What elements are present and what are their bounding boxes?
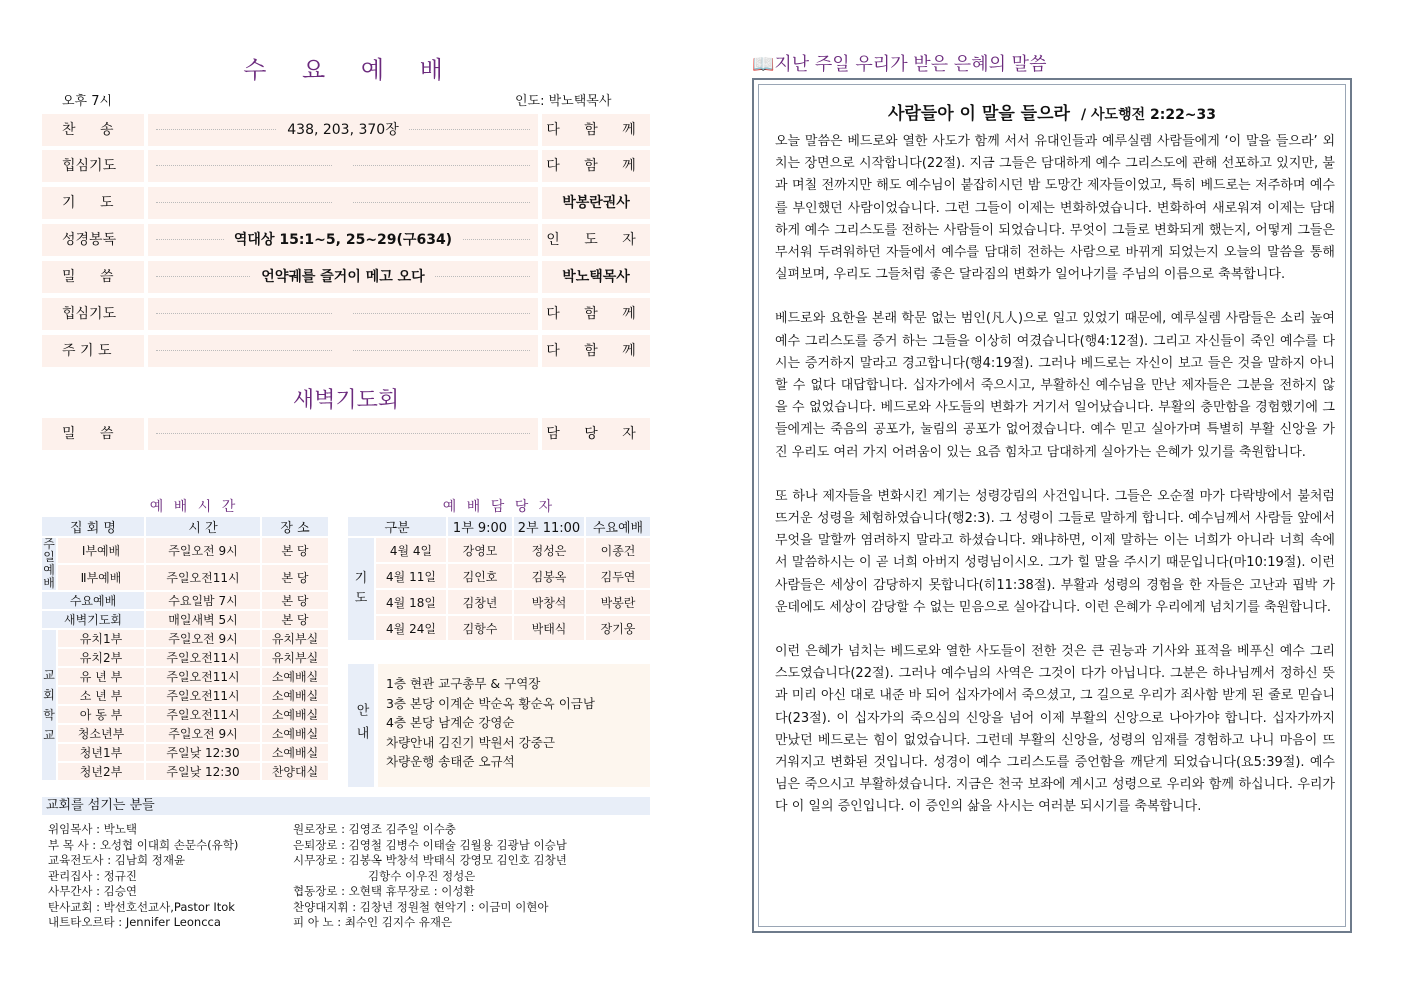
schedule-place: 본 당 (262, 611, 328, 628)
staff-right-list (293, 822, 567, 931)
guide-line: 4층 본당 남계순 강영순 (386, 715, 515, 730)
schedule-name: 아 동 부 (58, 706, 144, 723)
dawn-title: 새벽기도회 (292, 388, 400, 413)
duty-first: 강영모 (448, 538, 512, 562)
order-right: 다 함 께 (542, 335, 650, 367)
guide-line: 차량안내 김진기 박원서 강중근 (386, 734, 555, 750)
order-row (42, 114, 650, 146)
duty-wednesday: 김두연 (586, 564, 650, 588)
duty-row (348, 590, 650, 614)
staff-line: 관리집사 : 정규진 (48, 868, 137, 883)
order-content: 438, 203, 370장 (277, 122, 409, 138)
order-content (333, 306, 353, 322)
order-content (333, 158, 353, 174)
staff-line: 원로장로 : 김영조 김주일 이수충 (293, 822, 456, 836)
schedule-name: 청소년부 (58, 725, 144, 742)
schedule-row (42, 744, 328, 761)
duty-second: 박태식 (514, 616, 584, 640)
duty-header-3: 수요예배 (586, 517, 650, 536)
order-label: 기 도 (42, 187, 144, 219)
duty-header-2: 2부 11:00 (514, 517, 584, 536)
schedule-row (42, 538, 328, 563)
order-right: 박봉란권사 (542, 187, 650, 219)
schedule-row (42, 649, 328, 666)
schedule-time: 주일오전11시 (146, 668, 260, 685)
duty-header-1: 1부 9:00 (448, 517, 512, 536)
duty-second: 정성은 (514, 538, 584, 562)
order-content (333, 195, 353, 211)
duty-second: 박창석 (514, 590, 584, 614)
duty-date: 4월 24일 (376, 616, 446, 640)
schedule-time: 수요일밤 7시 (146, 592, 260, 609)
order-content (333, 343, 353, 359)
sunday-group-label: 주일예배 (43, 537, 55, 590)
schedule-row (42, 592, 328, 609)
schedule-name: 유치1부 (58, 630, 144, 647)
duty-title: 예 배 담 당 자 (442, 499, 556, 515)
order-row (42, 187, 650, 219)
schedule-place: 본 당 (262, 538, 328, 563)
service-leader: 인도: 박노택목사 (515, 94, 612, 109)
dawn-row-right: 담 당 자 (542, 418, 650, 450)
schedule-place: 소예배실 (262, 706, 328, 723)
order-label: 밀 씀 (42, 261, 144, 293)
order-content: 언약궤를 즐거이 메고 오다 (251, 269, 434, 285)
schedule-place: 본 당 (262, 592, 328, 609)
duty-header-0: 구분 (348, 517, 446, 536)
guide-list (378, 664, 650, 787)
schedule-title: 예 배 시 간 (149, 499, 239, 515)
sermon-body (775, 131, 1335, 841)
staff-line: 위임목사 : 박노택 (48, 822, 137, 836)
staff-line: 내트타오르타 : Jennifer Leoncca (48, 915, 221, 929)
schedule-place: 찬양대실 (262, 763, 328, 780)
order-right: 다 함 께 (542, 298, 650, 330)
schedule-time: 매일새벽 5시 (146, 611, 260, 628)
schedule-time: 주일오전 9시 (146, 725, 260, 742)
order-row (42, 150, 650, 182)
dawn-row (42, 418, 650, 450)
sermon-header (752, 50, 1046, 76)
service-time: 오후 7시 (62, 94, 113, 109)
schedule-header-time: 시 간 (146, 517, 260, 536)
schedule-row (42, 565, 328, 590)
schedule-time: 주일낮 12:30 (146, 744, 260, 761)
sermon-paragraph: 오늘 말씀은 베드로와 열한 사도가 함께 서서 유대인들과 예루실렘 사람들에게 ‘이 말을 들으라’ 외치는 장면으로 시작합니다(22절). 지금 그들은 담대하게 예수 그리스도에 관해 선포하고 있지만, 불과 며칠 전까지만 해도 예수님이 붙잡히시던 밤 도망간 제자들이었고, 특히 베드로는 저주하며 예수를 부인했던 사람이었습니다. 그런 그들이 이제는 변화하였습니다. 변화하여 새로워져 이제는 담대하게 예수 그리스도를 전하는 사람들이 되었습니다. 무엇이 그들로 변화되게 했는지, 어떻게 그들은 무서워 두려워하던 자들에서 예수를 담대히 전하는 사람으로 바뀌게 되었는지 오늘의 말씀을 통해 실펴보며, 우리도 그들처럼 좋은 달라짐의 변화가 일어나기를 주님의 이름으로 축복합니다. (775, 134, 1335, 283)
schedule-name: 청년2부 (58, 763, 144, 780)
schedule-place: 본 당 (262, 565, 328, 590)
order-row (42, 224, 650, 256)
duty-first: 김항수 (448, 616, 512, 640)
sermon-paragraph: 이런 은혜가 넘치는 베드로와 열한 사도들이 전한 것은 큰 권능과 기사와 표적을 베푸신 예수 그리스도였습니다(22절). 그러나 예수님의 사역은 그것이 다가 아닙니다. 그분은 하나님께서 정하신 뜻과 미리 아신 대로 내준 바 되어 십자가에서 죽으셨고, 그 길으로 우리가 죄사함 받게 된 줄로 믿습니다(23절). 이 십자가의 죽으심의 신앙을 넘어 이제 부활의 신앙으로 나아가야 합니다. 십자가까지 만났던 베드로는 힘이 없었습니다. 그런데 부활의 신앙을, 성령의 임재를 경험하고 나니 마음이 뜨거워지고 변화된 것입니다. 성경이 예수 그리스도를 증언함을 깨닫게 되었습니다(요5:39절). 예수님은 죽으시고 부활하셨습니다. 지금은 천국 보좌에 계시고 성령으로 우리와 함께 하십니다. 우리가 다 이 일의 증인입니다. 이 증인의 삶을 사시는 여러분 되시기를 축복합니다. (775, 644, 1336, 815)
schedule-time: 주일오전11시 (146, 687, 260, 704)
schedule-name: 유치2부 (58, 649, 144, 666)
duty-wednesday: 이종건 (586, 538, 650, 562)
schedule-name: 새벽기도회 (42, 611, 144, 628)
schedule-place: 소예배실 (262, 744, 328, 761)
duty-date: 4월 11일 (376, 564, 446, 588)
duty-table (346, 515, 652, 642)
schedule-time: 주일오전11시 (146, 565, 260, 590)
schedule-table (40, 515, 330, 782)
schedule-row (42, 668, 328, 685)
order-row (42, 298, 650, 330)
schedule-header-name: 집 회 명 (42, 517, 144, 536)
schedule-name: Ⅰ부예배 (58, 538, 144, 563)
church-school-group-label: 교회학교 (42, 630, 56, 780)
guide-group-label: 안내 (348, 664, 374, 787)
duty-row (348, 538, 650, 562)
schedule-time: 주일오전11시 (146, 649, 260, 666)
schedule-name: 유 년 부 (58, 668, 144, 685)
schedule-name: 소 년 부 (58, 687, 144, 704)
schedule-time: 주일낮 12:30 (146, 763, 260, 780)
staff-line: 은퇴장로 : 김영철 김병수 이태술 김월용 김광남 이승남 (293, 837, 567, 852)
order-right: 박노택목사 (542, 261, 650, 293)
duty-row (348, 616, 650, 640)
schedule-name: Ⅱ부예배 (58, 565, 144, 590)
schedule-place: 유치부실 (262, 630, 328, 647)
staff-line: 피 아 노 : 최수인 김지수 유재은 (293, 915, 453, 929)
schedule-name: 청년1부 (58, 744, 144, 761)
schedule-row (42, 630, 328, 647)
schedule-place: 소예배실 (262, 725, 328, 742)
duty-first: 김창년 (448, 590, 512, 614)
schedule-name: 수요예배 (42, 592, 144, 609)
staff-line: 김항수 이우진 정성은 (368, 868, 476, 883)
schedule-row (42, 763, 328, 780)
staff-line: 부 목 사 : 오성협 이대희 손문수(유학) (48, 837, 239, 852)
order-content: 역대상 15:1~5, 25~29(구634) (224, 232, 462, 248)
schedule-place: 소예배실 (262, 687, 328, 704)
order-label: 주 기 도 (42, 335, 144, 367)
duty-date: 4월 18일 (376, 590, 446, 614)
schedule-row (42, 725, 328, 742)
duty-wednesday: 박봉란 (586, 590, 650, 614)
order-right: 다 함 께 (542, 150, 650, 182)
staff-line: 협동장로 : 오현택 휴무장로 : 이성환 (293, 884, 475, 898)
schedule-row (42, 706, 328, 723)
duty-date: 4월 4일 (376, 538, 446, 562)
staff-line: 사무간사 : 김승연 (48, 884, 137, 898)
staff-line: 교육전도사 : 김남희 정재윤 (48, 853, 186, 867)
schedule-place: 유치부실 (262, 649, 328, 666)
sermon-box (752, 78, 1352, 933)
sermon-header-text: 지난 주일 우리가 받은 은혜의 말씀 (774, 54, 1047, 75)
prayer-group-label: 기도 (348, 538, 374, 640)
sermon-title-line (759, 99, 1345, 124)
duty-wednesday: 장기웅 (586, 616, 650, 640)
order-label: 성경봉독 (42, 224, 144, 256)
dawn-row-label: 밀 씀 (42, 418, 144, 450)
sermon-reference: / 사도행전 2:22~33 (1081, 107, 1217, 123)
staff-line: 탄사교회 : 박선호선교사,Pastor Itok (48, 899, 235, 914)
staff-line: 찬양대지휘 : 김창년 정원철 현악기 : 이금미 이현아 (293, 899, 549, 914)
order-right: 인 도 자 (542, 224, 650, 256)
schedule-row (42, 611, 328, 628)
schedule-time: 주일오전11시 (146, 706, 260, 723)
sermon-title: 사람들아 이 말을 들으라 (887, 104, 1070, 124)
schedule-row (42, 687, 328, 704)
order-right: 다 함 께 (542, 114, 650, 146)
guide-line: 3층 본당 이계순 박순옥 황순옥 이금남 (386, 695, 595, 711)
order-label: 힙심기도 (42, 298, 144, 330)
order-label: 찬 송 (42, 114, 144, 146)
duty-second: 김봉옥 (514, 564, 584, 588)
book-icon: 📖 (752, 54, 775, 75)
duty-first: 김인호 (448, 564, 512, 588)
staff-title: 교회를 섬기는 분들 (42, 797, 650, 815)
guide-line: 차량운행 송태준 오규석 (386, 754, 515, 769)
schedule-time: 주일오전 9시 (146, 630, 260, 647)
schedule-header-place: 장 소 (262, 517, 328, 536)
service-title: 수 요 예 배 (243, 56, 457, 84)
order-label: 힙심기도 (42, 150, 144, 182)
staff-line: 시무장로 : 김봉옥 박창석 박태식 강영모 김인호 김창년 (293, 853, 567, 867)
sermon-paragraph: 또 하나 제자들을 변화시킨 계기는 성령강림의 사건입니다. 그들은 오순절 마가 다락방에서 불처럼 뜨거운 성령을 체험하였습니다(행2:3). 그 성령이 그들로 말하게 합니다. 예수님께서 사람들 앞에서 무엇을 말할까 염려하지 말라고 하셨습니다. 왜냐하면, 이제 말하는 이는 너희가 아니라 너희 속에서 말씀하시는 이 곧 너희 아버지 성령님이시오. 그가 힐 말을 주시기 때문입니다(마10:19절). 이런 사람들은 세상이 감당하지 못합니다(히11:38절). 부활과 성령의 경험을 한 자들은 고난과 핍박 가운데에도 세상이 감당할 수 없는 믿음으로 실아갑니다. 이런 은혜가 우리에게 넘치기를 축원합니다. (775, 488, 1335, 615)
schedule-place: 소예배실 (262, 668, 328, 685)
order-row (42, 335, 650, 367)
sermon-paragraph: 베드로와 요한을 본래 학문 없는 범인(凡人)으로 일고 있었기 때문에, 예루실렘 사람들은 소리 높여 예수 그리스도를 증거 하는 그들을 이상히 여겼습니다(행4:12절). 그리고 자신들이 죽인 예수를 다시는 증거하지 말라고 경고합니다(행4:19절). 그러나 베드로는 자신이 보고 들은 것을 말하지 아니할 수 없다 대답합니다. 십자가에서 죽으시고, 부활하신 예수님을 만난 제자들은 그분을 전하지 않을 수 없었습니다. 베드로와 사도들의 변화가 거기서 일어났습니다. 부활의 충만함을 경험했기에 그들에게는 죽음의 공포가, 눌림의 공포가 없어졌습니다. 예수 믿고 실아가며 특별히 부활 신앙을 가진 우리도 여러 가지 어려움이 있는 요즘 힘차고 담대하게 실아가는 은혜가 있기를 축원합니다. (775, 311, 1335, 460)
guide-line: 1층 현관 교구총무 & 구역장 (386, 676, 541, 691)
schedule-time: 주일오전 9시 (146, 538, 260, 563)
staff-left-list (48, 822, 238, 931)
order-row (42, 261, 650, 293)
duty-row (348, 564, 650, 588)
